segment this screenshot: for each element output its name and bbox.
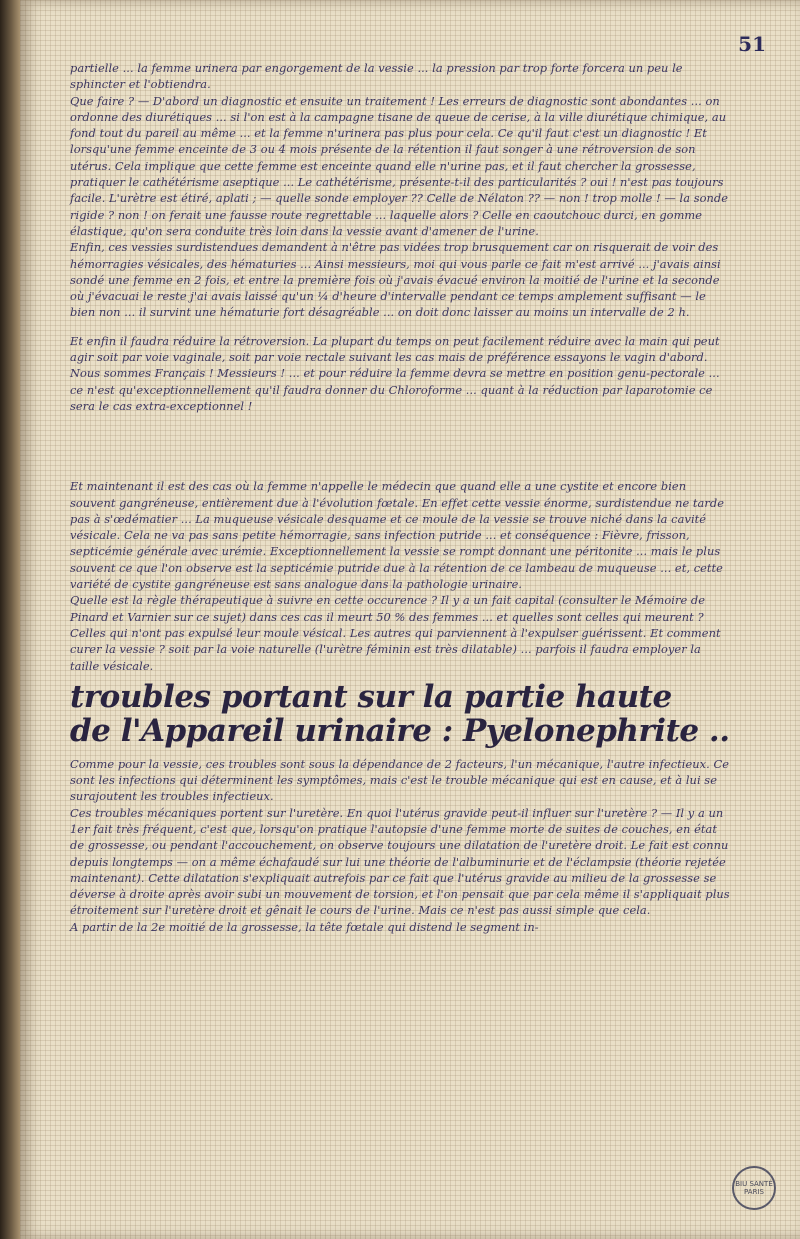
paragraph-therapeutique: Quelle est la règle thérapeutique à suivre en cette occurence ? Il y a un fait capital (consulter le Mémoire de Pinard et Varnier sur ce sujet) dans ces cas il meurt 50 % des femmes ... et quelles sont celles qui meurent ? Celles qui n'ont pas expulsé leur moule vésical. Les autres qui parviennent à l'expulser guérissent. Et comment curer la vessie ? soit par la voie naturelle (l'urètre féminin est très dilatable) ... parfois il faudra employer la taille vésicale.: [70, 593, 721, 673]
manuscript-text: [70, 60, 730, 935]
library-stamp: [732, 1166, 776, 1210]
section-heading-line1: troubles portant sur la partie haute: [70, 678, 672, 715]
paragraph-uretere: Ces troubles mécaniques portent sur l'uretère. En quoi l'utérus gravide peut-il influer sur l'uretère ? — Il y a un 1er fait très fréquent, c'est que, lorsqu'on pratique l'autopsie d'une femme morte de suites de couches, en état de grossesse, ou pendant l'accouchement, on observe toujours une dilatation de l'uretère droit. Le fait est connu depuis longtemps — on a même échafaudé sur lui une théorie de l'albuminurie et de l'éclampsie (théorie rejetée maintenant). Cette dilatation s'expliquait autrefois par ce fait que l'utérus gravide au milieu de la grossesse se déverse à droite après avoir subi un mouvement de torsion, et l'on pensait que par cela même il s'appliquait plus étroitement sur l'uretère droit et gênait le cours de l'urine. Mais ce n'est pas aussi simple que cela.: [70, 805, 730, 918]
paragraph-facteurs: Comme pour la vessie, ces troubles sont sous la dépendance de 2 facteurs, l'un mécanique, l'autre infectieux. Ce sont les infections qui déterminent les symptômes, mais c'est le trouble mécanique qui est en cause, et à lui se surajoutent les troubles infectieux.: [70, 756, 730, 804]
book-binding: [0, 0, 20, 1239]
section-heading: [70, 680, 730, 748]
paragraph-que-faire: Que faire ? — D'abord un diagnostic et ensuite un traitement ! Les erreurs de diagnostic sont abondantes ... on ordonne des diurétiques ... si l'on est à la campagne tisane de queue de cerise, à la ville diurétique chimique, au fond tout du pareil au même ... et la femme n'urinera pas plus pour cela. Ce qu'il faut c'est un diagnostic ! Et lorsqu'une femme enceinte de 3 ou 4 mois présente de la rétention il faut songer à une rétroversion de son utérus. Cela implique que cette femme est enceinte quand elle n'urine pas, et il faut chercher la grossesse, pratiquer le cathétérisme aseptique ... Le cathétérisme, présente-t-il des particularités ? oui ! n'est pas toujours facile. L'urètre est étiré, aplati ; — quelle sonde employer ?? Celle de Nélaton ?? — non ! trop molle ! — la sonde rigide ? non ! on ferait une fausse route regrettable ... laquelle alors ? Celle en caoutchouc durci, en gomme élastique, qu'on sera conduite très loin dans la vessie avant d'amener de l'urine.: [70, 93, 729, 238]
paragraph-retroversion: Et enfin il faudra réduire la rétroversion. La plupart du temps on peut facilement réduire avec la main qui peut agir soit par voie vaginale, soit par voie rectale suivant les cas mais de préférence essayons le vagin d'abord. Nous sommes Français ! Messieurs ! ... et pour réduire la femme devra se mettre en position genu-pectorale ... ce n'est qu'exceptionnellement qu'il faudra donner du Chloroforme ... quant à la réduction par laparotomie ce sera le cas extra-exceptionnel !: [70, 333, 720, 413]
page-number: 51: [738, 32, 766, 56]
paragraph-continuation: partielle ... la femme urinera par engorgement de la vessie ... la pression par trop forte forcera un peu le sphincter et l'obtiendra.: [70, 61, 683, 92]
paragraph-vessies-surdistendues: Enfin, ces vessies surdistendues demandent à n'être pas vidées trop brusquement car on risquerait de voir des hémorragies vésicales, des hématuries ... Ainsi messieurs, moi qui vous parle ce fait m'est arrivé ... j'avais ainsi sondé une femme en 2 fois, et entre la première fois où j'avais évacué environ la moitié de l'urine et la seconde où j'évacuai le reste j'ai avais laissé qu'un ¼ d'heure d'intervalle pendant ce temps amplement suffisant — le bien non ... il survint une hématurie fort désagréable ... on doit donc laisser au moins un intervalle de 2 h.: [70, 240, 721, 320]
section-heading-line2: de l'Appareil urinaire : Pyelonephrite ..: [70, 712, 730, 749]
paragraph-cystite: Et maintenant il est des cas où la femme n'appelle le médecin que quand elle a une cystite et encore bien souvent gangréneuse, entièrement due à l'évolution fœtale. En effet cette vessie énorme, surdistendue ne tarde pas à s'œdématier ... La muqueuse vésicale desquame et ce moule de la vessie se trouve niché dans la cavité vésicale. Cela ne va pas sans petite hémorragie, sans infection putride ... et conséquence : Fièvre, frisson, septicémie générale avec urémie. Exceptionnellement la vessie se rompt donnant une péritonite ... mais le plus souvent ce que l'on observe est la septicémie putride due à la rétention de ce lambeau de muqueuse ... et, cette variété de cystite gangréneuse est sans analogue dans la pathologie urinaire.: [70, 479, 725, 592]
library-stamp-text: BIU SANTÉ PARIS: [735, 1180, 773, 1196]
paragraph-tete-foetale: A partir de la 2e moitié de la grossesse, la tête fœtale qui distend le segment in-: [70, 919, 539, 934]
